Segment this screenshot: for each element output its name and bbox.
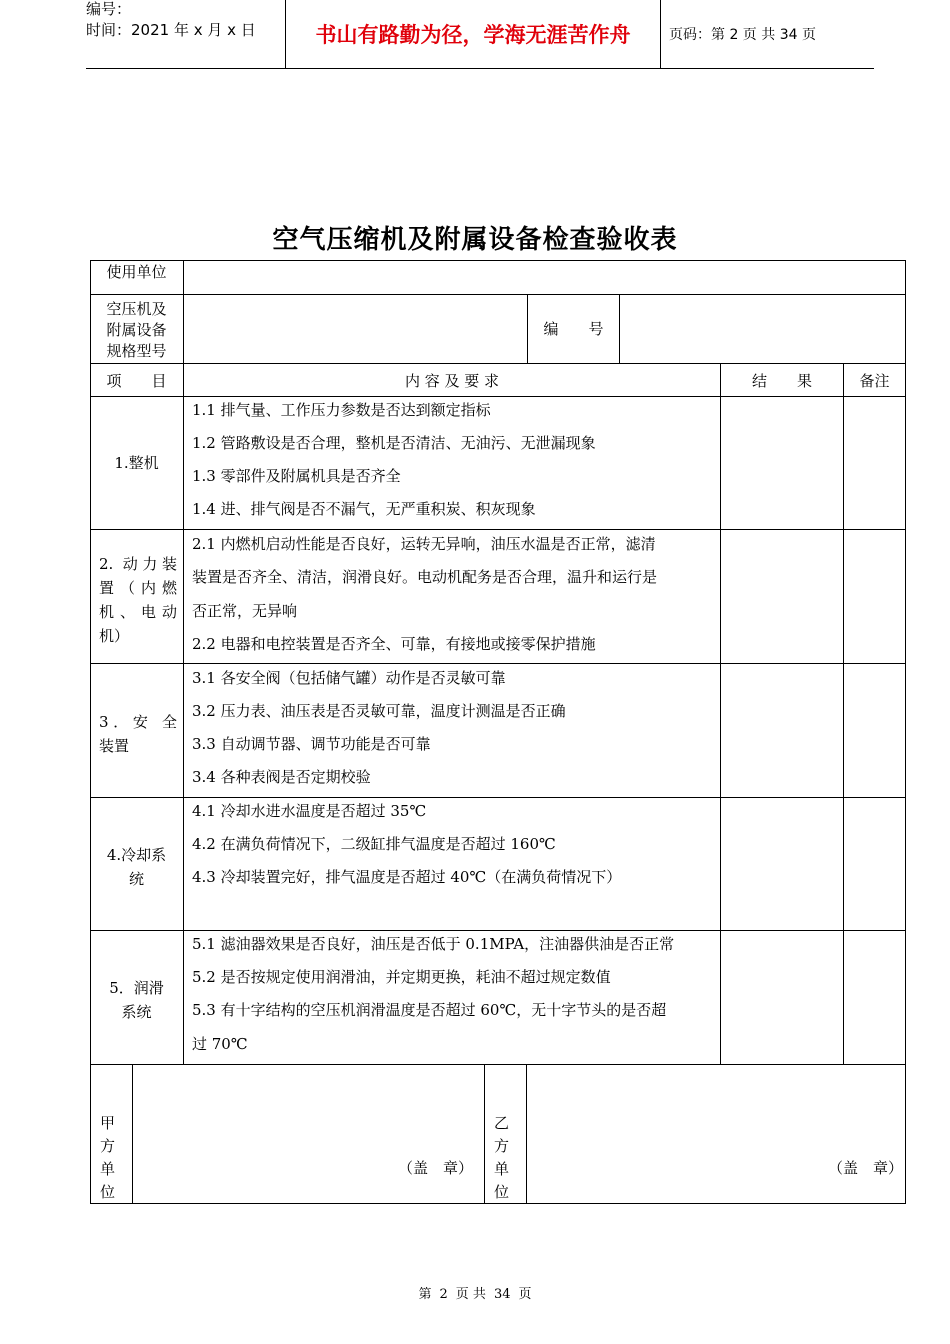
section-1-name: 1.整机 xyxy=(114,454,159,472)
section-2-result[interactable] xyxy=(721,530,843,663)
model-value[interactable] xyxy=(184,295,527,363)
party-a-seal-area[interactable] xyxy=(133,1065,484,1203)
section-2-name: 2. 动力装 置（内燃 机、电动 机） xyxy=(99,555,177,645)
party-b-label: 乙方单位 xyxy=(494,1114,510,1201)
section-2-note[interactable] xyxy=(844,530,905,663)
section-3-item-2: 3.2 压力表、油压表是否灵敏可靠，温度计测温是否正确 xyxy=(192,702,566,720)
section-4-item-2: 4.2 在满负荷情况下，二级缸排气温度是否超过 160℃ xyxy=(192,835,556,853)
section-5-item-3-end: 过 70℃ xyxy=(192,1035,248,1053)
section-2-item-1-cont: 装置是否齐全、清洁，润滑良好。电动机配务是否合理，温升和运行是 xyxy=(192,568,658,586)
footer-page-current: 2 xyxy=(439,1287,448,1302)
section-1-item-1: 1.1 排气量、工作压力参数是否达到额定指标 xyxy=(192,401,491,419)
section-5-item-3: 5.3 有十字结构的空压机润滑温度是否超过 60℃，无十字节头的是否超 xyxy=(192,1001,667,1019)
section-2-item-1: 2.1 内燃机启动性能是否良好，运转无异响，油压水温是否正常，滤清 xyxy=(192,535,656,553)
section-4-item-1: 4.1 冷却水进水温度是否超过 35℃ xyxy=(192,802,427,820)
section-4-item-3: 4.3 冷却装置完好，排气温度是否超过 40℃（在满负荷情况下） xyxy=(192,868,622,886)
party-b-seal: （盖 章） xyxy=(828,1159,904,1177)
header-time-label: 时间：2021 年 x 月 x 日 xyxy=(86,21,256,39)
section-3-note[interactable] xyxy=(844,664,905,797)
party-a-label: 甲方单位 xyxy=(100,1114,116,1201)
section-5-item-2: 5.2 是否按规定使用润滑油，并定期更换，耗油不超过规定数值 xyxy=(192,968,611,986)
section-3-item-3: 3.3 自动调节器、调节功能是否可靠 xyxy=(192,735,431,753)
section-5-item-1: 5.1 滤油器效果是否良好，油压是否低于 0.1MPA，注油器供油是否正常 xyxy=(192,935,675,953)
section-1-item-2: 1.2 管路敷设是否合理，整机是否清洁、无油污、无泄漏现象 xyxy=(192,434,596,452)
document-title: 空气压缩机及附属设备检查验收表 xyxy=(272,225,678,255)
header-meta xyxy=(86,0,285,68)
col-result-header: 结 果 xyxy=(751,372,812,390)
party-b-seal-area[interactable] xyxy=(527,1065,905,1203)
section-1-note[interactable] xyxy=(844,397,905,529)
header-motto: 书山有路勤为径，学海无涯苦作舟 xyxy=(285,0,661,68)
section-5-result[interactable] xyxy=(721,931,843,1064)
section-3-name: 3．安 全 装置 xyxy=(99,713,177,755)
section-3-result[interactable] xyxy=(721,664,843,797)
header-page-info: 页码：第 2 页 共 34 页 xyxy=(669,27,816,43)
col-note-header: 备注 xyxy=(859,372,890,390)
section-4-note[interactable] xyxy=(844,798,905,930)
col-content-header: 内 容 及 要 求 xyxy=(404,372,500,390)
section-1-result[interactable] xyxy=(721,397,843,529)
section-5-note[interactable] xyxy=(844,931,905,1064)
model-label: 空压机及 附属设备 规格型号 xyxy=(106,300,167,360)
section-1-item-3: 1.3 零部件及附属机具是否齐全 xyxy=(192,467,401,485)
inspection-form-table xyxy=(90,260,906,1204)
page-footer: 第 2 页 共 34 页 xyxy=(418,1287,532,1302)
section-2-item-1-end: 否正常，无异响 xyxy=(192,602,298,620)
equipment-number-label: 编 号 xyxy=(543,320,604,338)
footer-page-total: 34 xyxy=(493,1287,511,1302)
section-2-item-2: 2.2 电器和电控装置是否齐全、可靠，有接地或接零保护措施 xyxy=(192,635,596,653)
section-5-name: 5．润滑 系统 xyxy=(109,979,164,1021)
section-1-item-4: 1.4 进、排气阀是否不漏气，无严重积炭、积灰现象 xyxy=(192,500,536,518)
party-a-seal: （盖 章） xyxy=(398,1159,474,1177)
section-3-item-1: 3.1 各安全阀（包括储气罐）动作是否灵敏可靠 xyxy=(192,669,506,687)
user-unit-value[interactable] xyxy=(184,261,905,294)
col-item-header: 项 目 xyxy=(106,372,167,390)
equipment-number-value[interactable] xyxy=(620,295,905,363)
section-3-item-4: 3.4 各种表阀是否定期校验 xyxy=(192,768,371,786)
user-unit-label: 使用单位 xyxy=(106,263,167,281)
section-4-result[interactable] xyxy=(721,798,843,930)
header-number-label: 编号： xyxy=(86,0,132,18)
section-4-name: 4.冷却系 统 xyxy=(106,846,167,888)
page-header xyxy=(86,0,874,69)
